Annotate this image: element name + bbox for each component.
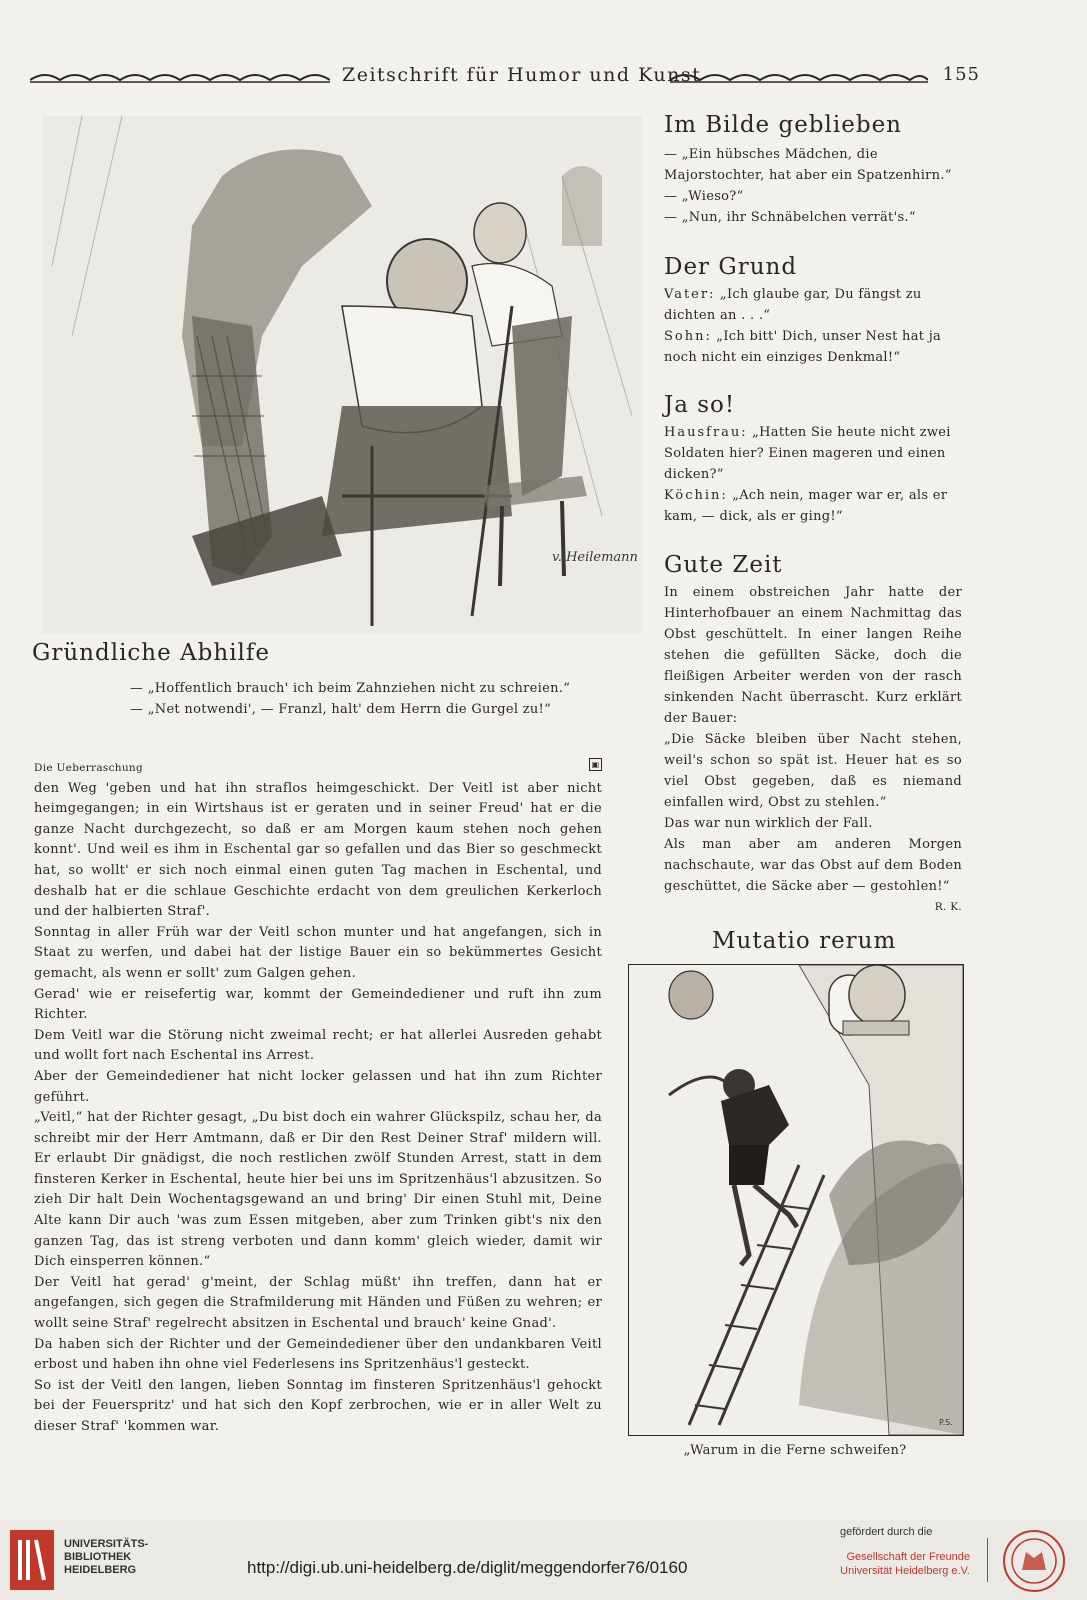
speaker-hausfrau: Hausfrau: — [664, 425, 748, 440]
gruendliche-line2: — „Net notwendi', — Franzl, halt' dem Herrn die Gurgel zu!“ — [130, 702, 552, 717]
story-paragraph: den Weg 'geben und hat ihn straflos heimgeschickt. Der Veitl ist aber nicht heimgegangen; in ein Wirtshaus ist er geraten und in seiner Freud' hat er die ganze Nacht durchgezecht, so daß er am Morgen kaum stehen noch gehen konnt'. Und weil es ihm in Eschental gar so gefallen und das Bier so geschmeckt hat, so wollt' er sich noch einmal einen guten Tag machen in Eschental, und deshalb hat er die schlaue Geschichte erdacht von dem greulichen Kerkerloch und der halbierten Straf'. — [34, 780, 602, 920]
footer-divider — [987, 1538, 988, 1582]
gute-zeit-paragraph: Als man aber am anderen Morgen nachschaute, war das Obst auf dem Boden geschüttet, die Säcke aber — gestohlen!“ — [664, 837, 962, 894]
gute-zeit-text — [664, 582, 962, 918]
im-bilde-text — [664, 144, 962, 228]
sponsor-line: Universität Heidelberg e.V. — [840, 1565, 970, 1577]
footer-bar — [0, 1520, 1087, 1600]
heading-gruendliche-abhilfe: Gründliche Abhilfe — [32, 640, 271, 666]
end-glyph-icon: ▣ — [589, 758, 602, 771]
heading-mutatio-rerum: Mutatio rerum — [712, 928, 897, 954]
mutatio-caption: „Warum in die Ferne schweifen? — [683, 1443, 907, 1458]
heading-gute-zeit: Gute Zeit — [664, 552, 783, 578]
gute-zeit-paragraph: In einem obstreichen Jahr hatte der Hinterhofbauer an einem Nachmittag das Obst geschüttelt. In einer langen Reihe stehen die gefüllten Säcke, doch die fleißigen Arbeiter werden von der rasch sinkenden Nacht überrascht. Kurz erklärt der Bauer: — [664, 585, 962, 726]
ja-so-line1 — [664, 422, 962, 485]
im-bilde-line: — „Wieso?“ — [664, 189, 744, 204]
grund-line2-text: „Ich bitt' Dich, unser Nest hat ja noch nicht ein einziges Denkmal!“ — [664, 329, 942, 365]
heading-im-bilde: Im Bilde geblieben — [664, 112, 902, 138]
story-paragraph: Aber der Gemeindediener hat nicht locker gelassen und hat ihn zum Richter geführt. — [34, 1068, 602, 1105]
library-name[interactable] — [64, 1538, 148, 1577]
digital-url-link[interactable]: http://digi.ub.uni-heidelberg.de/diglit/meggendorfer76/0160 — [247, 1558, 688, 1577]
library-logo-icon — [10, 1530, 54, 1590]
story-paragraph: Sonntag in aller Früh war der Veitl schon munter und hat angefangen, sich in Staat zu werfen, und dabei hat der listige Bauer ein so bekümmertes Gesicht gemacht, als wenn er sollt' zum Galgen gehen. — [34, 924, 602, 981]
dentist-drawing — [42, 116, 642, 634]
gruendliche-line1: — „Hoffentlich brauch' ich beim Zahnziehen nicht zu schreien.“ — [130, 681, 571, 696]
page-number: 155 — [942, 64, 980, 85]
ja-so-text — [664, 422, 962, 527]
library-name-line: HEIDELBERG — [64, 1564, 137, 1576]
grund-line1 — [664, 284, 962, 326]
story-column — [34, 758, 602, 1438]
speaker-sohn: Sohn: — [664, 329, 712, 344]
mutatio-artist: P.S. — [939, 1418, 953, 1427]
gute-zeit-paragraph: Das war nun wirklich der Fall. — [664, 816, 873, 831]
heading-der-grund: Der Grund — [664, 254, 798, 280]
sponsor-label: gefördert durch die — [840, 1526, 933, 1538]
story-paragraph: „Veitl,“ hat der Richter gesagt, „Du bist doch ein wahrer Glückspilz, schau her, da schreibt mir der Herr Amtmann, daß er Dir den Rest Deiner Straf' mildern will. Er erlaubt Dir gnädigst, die noch restlichen zwölf Stunden Arrest, statt in dem finsteren Kerker in Eschental, heute hier bei uns im Spritzenhäus'l abzusitzen. So zieh Dir halt Dein Wochentagsgewand an und bring' Dir einen Stuhl mit, Deine Alte kann Dir auch 'was zum Essen mitgeben, aber zum Trinken gibt's nix den ganzen Tag, das ist streng verboten und dann komm' gleich wieder, damit wir Dich einsperren können.“ — [34, 1110, 602, 1270]
im-bilde-line: — „Nun, ihr Schnäbelchen verrät's.“ — [664, 210, 916, 225]
story-label — [34, 758, 602, 779]
gruendliche-text — [130, 678, 630, 720]
gute-zeit-signature: R. K. — [934, 901, 962, 913]
header-ornament-left — [30, 70, 330, 84]
header-ornament-right — [670, 70, 928, 84]
gute-zeit-paragraph: „Die Säcke bleiben über Nacht stehen, weil's schon so spät ist. Heuer hat es so viel Obst gegeben, daß es niemand einfallen wird, Obst zu stehlen.“ — [664, 732, 962, 810]
grund-line2 — [664, 326, 962, 368]
university-library-logo — [10, 1530, 54, 1590]
illustration-signature: v. Heilemann — [552, 550, 638, 565]
story-paragraph: So ist der Veitl den langen, lieben Sonntag im finsteren Spritzenhäus'l gehockt bei der Feuerspritz' und hat sich den Kopf zerbrochen, wie er in aller Welt zu dieser Straf' 'kommen war. — [34, 1377, 602, 1434]
dentist-illustration — [42, 116, 642, 634]
sponsor-name[interactable] — [820, 1550, 970, 1578]
page-header — [30, 64, 980, 90]
university-seal-icon — [1000, 1528, 1068, 1594]
story-paragraph: Gerad' wie er reisefertig war, kommt der Gemeindediener und ruft ihn zum Richter. — [34, 986, 602, 1023]
library-name-line: UNIVERSITÄTS- — [64, 1538, 149, 1550]
library-name-line: BIBLIOTHEK — [64, 1551, 132, 1563]
header-title: Zeitschrift für Humor und Kunst — [342, 64, 702, 86]
heading-ja-so: Ja so! — [664, 392, 736, 418]
story-label-text: Die Ueberraschung — [34, 762, 144, 774]
ladder-drawing — [629, 965, 963, 1435]
speaker-koechin: Köchin: — [664, 488, 728, 503]
sponsor-line: Gesellschaft der Freunde — [846, 1551, 970, 1563]
story-paragraph: Dem Veitl war die Störung nicht zweimal recht; er hat allerlei Ausreden gehabt und wollt fort nach Eschental ins Arrest. — [34, 1027, 602, 1064]
der-grund-text — [664, 284, 962, 368]
story-paragraph: Der Veitl hat gerad' g'meint, der Schlag müßt' ihn treffen, dann hat er angefangen, sich gegen die Strafmilderung mit Händen und Füßen zu wehren; er wollt seine Straf' regelrecht absitzen in Eschental und brauch' keine Gnad'. — [34, 1274, 602, 1332]
story-paragraph: Da haben sich der Richter und der Gemeindediener über den undankbaren Veitl erbost und haben ihn ohne viel Federlesens ins Spritzenhäus'l gesteckt. — [34, 1336, 602, 1373]
ja-so-line2 — [664, 485, 962, 527]
im-bilde-line: — „Ein hübsches Mädchen, die Majorstochter, hat aber ein Spatzenhirn.“ — [664, 147, 952, 183]
ja-so-line1-text: „Hatten Sie heute nicht zwei Soldaten hier? Einen mageren und einen dicken?“ — [664, 425, 951, 482]
mutatio-illustration — [628, 964, 964, 1436]
ja-so-line2-text: „Ach nein, mager war er, als er kam, — dick, als er ging!“ — [664, 488, 948, 524]
speaker-vater: Vater: — [664, 287, 716, 302]
grund-line1-text: „Ich glaube gar, Du fängst zu dichten an . . .“ — [664, 287, 922, 323]
